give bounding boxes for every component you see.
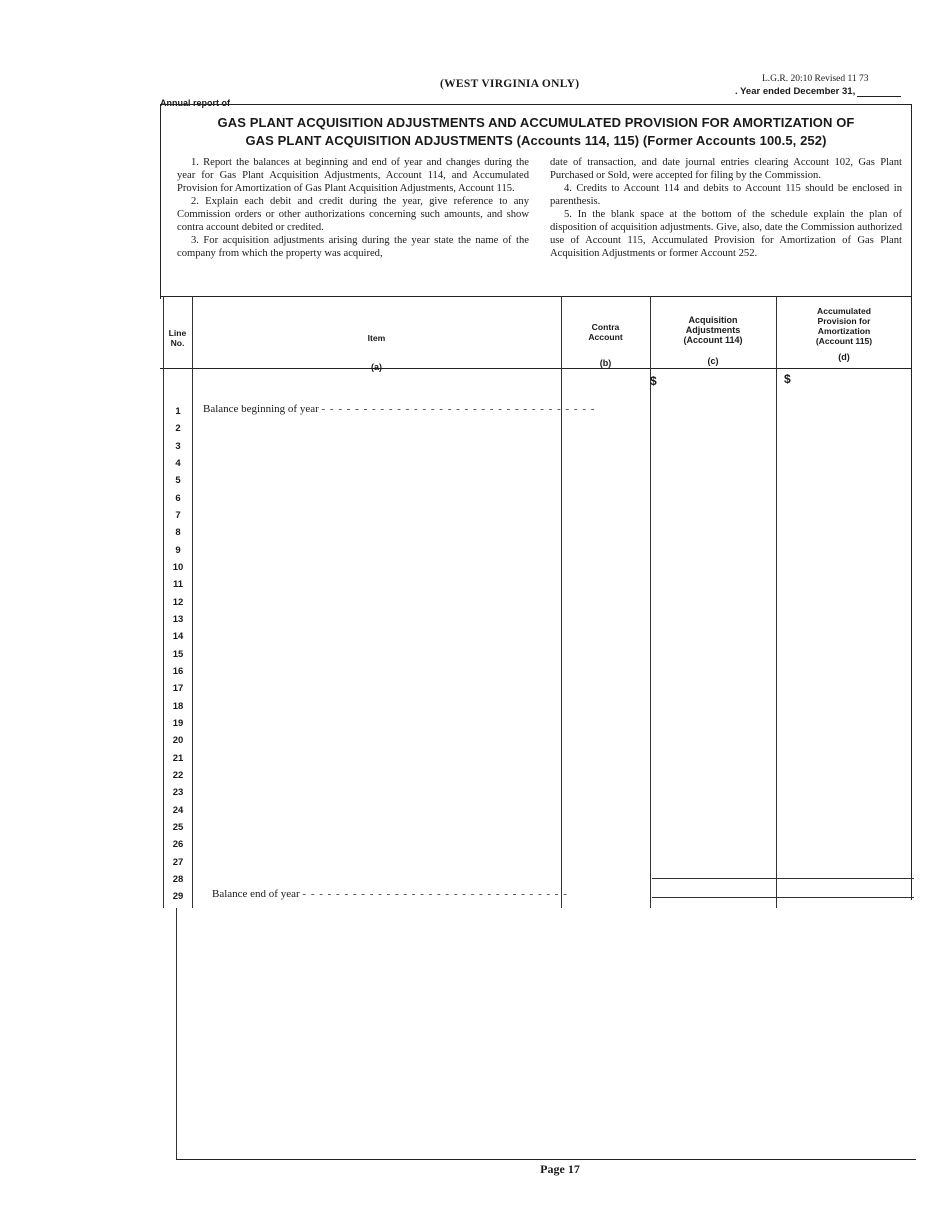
schedule-frame bbox=[160, 104, 912, 1158]
line-number: 7 bbox=[175, 510, 181, 521]
row-balance-end-leader: - - - - - - - - - - - - - - - - - - - - - - - - - - - - - - - - bbox=[302, 888, 568, 900]
col-contra-heading bbox=[561, 322, 650, 342]
form-info bbox=[735, 74, 915, 97]
line-number: 4 bbox=[175, 458, 181, 469]
instruction-1: 1. Report the balances at beginning and end of year and changes during the year for Gas Plant Acquisition Adjustments, Account 114, and Accumulated Provision for Amortization of Gas Plant Acquisition Adjustments, Account 115. bbox=[177, 157, 529, 194]
table-top-rule bbox=[160, 296, 912, 297]
currency-symbol-c: $ bbox=[650, 374, 657, 388]
line-number: 14 bbox=[172, 631, 184, 642]
schedule-title bbox=[160, 114, 912, 150]
col-acquisition-heading-3: (Account 114) bbox=[683, 335, 743, 345]
explanation-box-left-border bbox=[176, 908, 177, 1160]
col-acquisition-heading-1: Acquisition bbox=[688, 315, 738, 325]
row-balance-beginning-leader: - - - - - - - - - - - - - - - - - - - - - - - - - - - - - - - - - bbox=[321, 403, 596, 415]
line-number: 12 bbox=[172, 597, 184, 608]
col-accumulated-heading-3: Amortization bbox=[817, 326, 871, 336]
schedule-title-line-1: GAS PLANT ACQUISITION ADJUSTMENTS AND ACCUMULATED PROVISION FOR AMORTIZATION OF bbox=[217, 115, 855, 130]
schedule-title-line-2: GAS PLANT ACQUISITION ADJUSTMENTS (Accounts 114, 115) (Former Accounts 100.5, 252) bbox=[245, 133, 827, 148]
line-number: 24 bbox=[172, 805, 184, 816]
col-line-no-heading-2: No. bbox=[170, 338, 185, 348]
line-number: 11 bbox=[172, 579, 184, 590]
instruction-2: 2. Explain each debit and credit during the year, give reference to any Commission orders or other authorizations concerning such amounts, and show contra account debited or credited. bbox=[177, 196, 529, 233]
instruction-5: 5. In the blank space at the bottom of the schedule explain the plan of disposition of acquisition adjustments. Give, also, date the Commission authorized use of Account 115, Accumulated Provision for Amortization of Gas Plant Acquisition Adjustments or former Account 252. bbox=[550, 209, 902, 259]
table-left-border bbox=[163, 296, 164, 908]
line-number: 26 bbox=[172, 839, 184, 850]
instructions-left-column bbox=[177, 156, 529, 260]
instruction-3-continued: date of transaction, and date journal entries clearing Account 102, Gas Plant Purchased or Sold, were accepted for filing by the Commission. bbox=[550, 157, 902, 181]
row-balance-end-label: Balance end of year bbox=[212, 888, 300, 900]
line-number: 2 bbox=[175, 423, 181, 434]
line-number: 17 bbox=[172, 683, 184, 694]
column-divider-contra bbox=[561, 296, 562, 908]
col-accumulated-heading bbox=[776, 306, 912, 346]
line-number: 5 bbox=[175, 475, 181, 486]
row-balance-end bbox=[212, 888, 568, 900]
col-accumulated-heading-4: (Account 115) bbox=[815, 336, 873, 346]
state-label: (WEST VIRGINIA ONLY) bbox=[440, 78, 580, 90]
line-number: 25 bbox=[172, 822, 184, 833]
line-number: 15 bbox=[172, 649, 184, 660]
line-number: 1 bbox=[175, 406, 181, 417]
col-acquisition-heading-2: Adjustments bbox=[685, 325, 741, 335]
line-number: 9 bbox=[175, 545, 181, 556]
col-accumulated-heading-1: Accumulated bbox=[817, 306, 871, 316]
col-contra-heading-1: Contra bbox=[591, 322, 620, 332]
col-accumulated-heading-2: Provision for bbox=[817, 316, 871, 326]
column-divider-line-no bbox=[192, 296, 193, 908]
line-number: 16 bbox=[172, 666, 184, 677]
page-number: Page 17 bbox=[540, 1162, 580, 1176]
col-letter-c: (c) bbox=[707, 356, 719, 366]
row-balance-beginning-label: Balance beginning of year bbox=[203, 403, 319, 415]
form-number: L.G.R. 20:10 Revised 11 73 bbox=[762, 74, 869, 84]
instruction-4: 4. Credits to Account 114 and debits to Account 115 should be enclosed in parenthesis. bbox=[550, 183, 902, 207]
col-line-no-heading bbox=[163, 328, 192, 348]
currency-symbol-d: $ bbox=[784, 372, 791, 386]
col-letter-b: (b) bbox=[599, 358, 612, 368]
instruction-3: 3. For acquisition adjustments arising during the year state the name of the company from which the property was acquired, bbox=[177, 235, 529, 259]
year-ended-label: . Year ended December 31, bbox=[735, 86, 856, 97]
line-number: 13 bbox=[172, 614, 184, 625]
col-item-heading: Item bbox=[367, 333, 386, 343]
line-number: 10 bbox=[172, 562, 184, 573]
year-ended-field bbox=[735, 86, 915, 97]
annual-report-of-label: Annual report of bbox=[160, 98, 230, 108]
line-number: 27 bbox=[172, 857, 184, 868]
total-rule-lower bbox=[652, 897, 914, 898]
line-number: 28 bbox=[172, 874, 184, 885]
line-number: 8 bbox=[175, 527, 181, 538]
line-number: 29 bbox=[172, 891, 184, 902]
line-number: 20 bbox=[172, 735, 184, 746]
line-number: 18 bbox=[172, 701, 184, 712]
col-letter-d: (d) bbox=[838, 352, 850, 362]
year-ended-blank bbox=[857, 96, 901, 97]
line-number: 19 bbox=[172, 718, 184, 729]
line-number: 3 bbox=[175, 441, 181, 452]
col-letter-a: (a) bbox=[371, 362, 382, 372]
column-divider-accumulated bbox=[776, 296, 777, 908]
line-number: 23 bbox=[172, 787, 184, 798]
total-rule-upper bbox=[652, 878, 914, 879]
col-acquisition-heading bbox=[650, 315, 776, 345]
explanation-box-bottom-rule bbox=[176, 1159, 916, 1160]
line-number: 6 bbox=[175, 493, 181, 504]
instructions-right-column bbox=[550, 156, 902, 260]
col-contra-heading-2: Account bbox=[588, 332, 623, 342]
col-line-no-heading-1: Line bbox=[168, 328, 187, 338]
line-number: 22 bbox=[172, 770, 184, 781]
row-balance-beginning bbox=[203, 403, 595, 415]
line-number: 21 bbox=[172, 753, 184, 764]
